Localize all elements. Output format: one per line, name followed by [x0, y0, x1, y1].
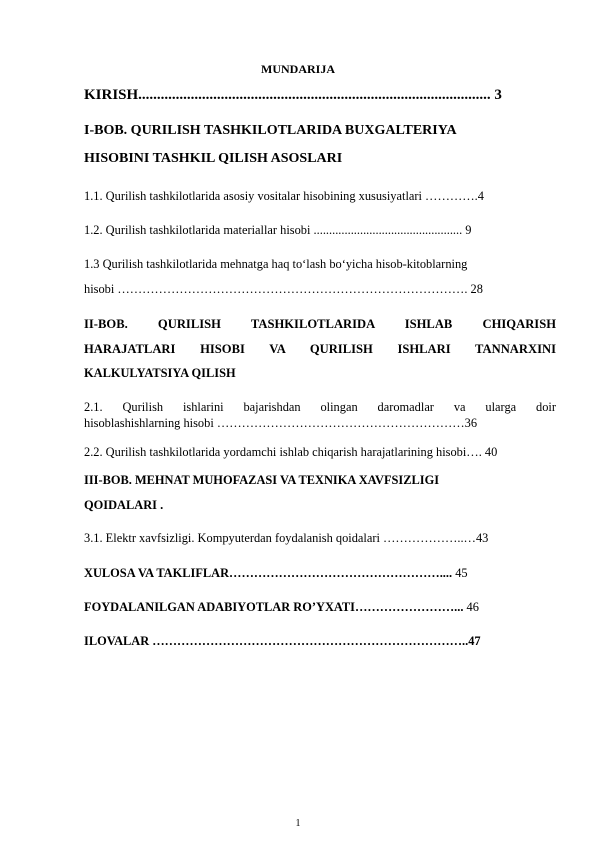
toc-chapter-1-line-1: I-BOB. QURILISH TASHKILOTLARIDA BUXGALTERIYA [84, 123, 457, 138]
toc-conclusion-label: XULOSA VA TAKLIFLAR…………………………………………….... [84, 566, 453, 580]
toc-section-1-2: 1.2. Qurilish tashkilotlarida materiallar hisobi ................................................ 9 [84, 223, 472, 237]
toc-section-2-1-line-2: hisoblashishlarning hisobi ……………………………………………………36 [84, 416, 478, 430]
toc-chapter-2-line-3: KALKULYATSIYA QILISH [84, 366, 236, 380]
toc-entry-references [84, 601, 479, 613]
toc-entry-appendix: ILOVALAR …………………………………………………………………..47 [84, 634, 481, 648]
toc-chapter-3-line-1: III-BOB. MEHNAT MUHOFAZASI VA TEXNIKA XAVFSIZLIGI [84, 473, 440, 487]
toc-section-2-1-line-1: 2.1. Qurilish ishlarini bajarishdan olingan daromadlar va ularga doir [84, 400, 556, 414]
toc-entry-conclusion [84, 567, 468, 579]
toc-section-1-1: 1.1. Qurilish tashkilotlarida asosiy vositalar hisobining xususiyatlari ………….4 [84, 189, 484, 203]
toc-chapter-2-line-2: HARAJATLARI HISOBI VA QURILISH ISHLARI TANNARXINI [84, 342, 556, 356]
toc-chapter-2-line-1: II-BOB. QURILISH TASHKILOTLARIDA ISHLAB CHIQARISH [84, 317, 556, 331]
toc-chapter-1-line-2: HISOBINI TASHKIL QILISH ASOSLARI [84, 151, 343, 166]
toc-section-1-3-line-1: 1.3 Qurilish tashkilotlarida mehnatga haq to‘lash bo‘yicha hisob-kitoblarning [84, 257, 468, 271]
toc-references-label: FOYDALANILGAN ADABIYOTLAR RO’YXATI……………………... [84, 600, 464, 614]
toc-conclusion-page: 45 [452, 566, 468, 580]
toc-section-1-3-line-2: hisobi …………………………………………………………………………. 28 [84, 282, 483, 296]
page-number: 1 [295, 818, 301, 829]
toc-references-page: 46 [463, 600, 479, 614]
toc-section-2-2: 2.2. Qurilish tashkilotlarida yordamchi ishlab chiqarish harajatlarining hisobi…. 40 [84, 445, 498, 459]
toc-section-3-1: 3.1. Elektr xavfsizligi. Kompyuterdan foydalanish qoidalari ………………..…43 [84, 531, 489, 545]
toc-entry-intro: KIRISH.............................................................................................. 3 [84, 87, 502, 103]
toc-chapter-3-line-2: QOIDALARI . [84, 498, 164, 512]
toc-heading: MUNDARIJA [261, 62, 335, 76]
